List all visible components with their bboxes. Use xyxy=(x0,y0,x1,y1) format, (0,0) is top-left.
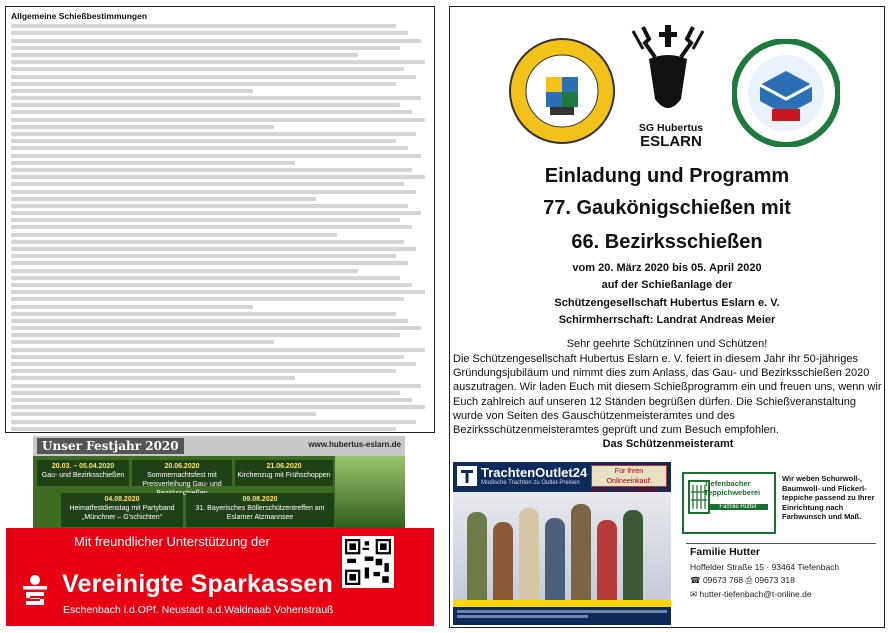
text-line-placeholder xyxy=(11,305,253,309)
figure xyxy=(545,518,565,600)
text-line-placeholder xyxy=(11,154,421,158)
text-line-placeholder xyxy=(11,312,396,316)
text-line-placeholder xyxy=(11,276,400,280)
hutter-address: Hoffelder Straße 15 · 93464 Tiefenbach xyxy=(690,562,840,572)
text-line-placeholder xyxy=(11,60,425,64)
heading-line-3: 66. Bezirksschießen xyxy=(571,231,763,253)
text-line-placeholder xyxy=(11,319,408,323)
hutter-email[interactable]: hutter-tiefenbach@t-online.de xyxy=(699,589,812,599)
rules-title: Allgemeine Schießbestimmungen xyxy=(11,11,148,21)
figure xyxy=(597,520,617,600)
signature: Das Schützenmeisteramt xyxy=(602,438,734,451)
trachten-name: TrachtenOutlet24 xyxy=(481,465,588,480)
figure xyxy=(467,512,487,600)
event-5: 09.08.2020 31. Bayerisches Böllerschützentreffen am Eslarner Atzmannsee xyxy=(186,493,334,527)
text-line-placeholder xyxy=(11,261,408,265)
text-line-placeholder xyxy=(11,197,316,201)
text-line-placeholder xyxy=(11,340,274,344)
text-line-placeholder xyxy=(11,412,316,416)
text-line-placeholder xyxy=(11,182,404,186)
venue-line: auf der Schießanlage der xyxy=(601,279,733,291)
trachten-outlet-ad xyxy=(453,462,671,625)
text-line-placeholder xyxy=(11,391,400,395)
text-line-placeholder xyxy=(11,420,416,424)
text-line-placeholder xyxy=(11,283,412,287)
event-1: 20.03. – 05.04.2020 Gau- und Bezirksschießen xyxy=(37,460,129,486)
text-line-placeholder xyxy=(11,67,404,71)
trachten-ribbon xyxy=(453,600,671,607)
event-3: 21.06.2020 Kirchenzug mit Frühschoppen xyxy=(235,460,333,486)
event-2: 20.06.2020 Sommernachtsfest mit Preisverleihung Gau- und xyxy=(132,460,232,486)
sparkasse-subline: Eschenbach i.d.OPf. Neustadt a.d.Waldnaab Vohenstrauß xyxy=(63,604,334,616)
text-line-placeholder xyxy=(11,247,416,251)
sparkasse-support-text: Mit freundlicher Unterstützung der xyxy=(74,534,270,549)
hutter-ad xyxy=(674,462,882,625)
text-line-placeholder xyxy=(11,31,408,35)
hutter-logo-sub: Familie Hutter xyxy=(708,504,768,510)
sparkasse-banner xyxy=(6,528,434,626)
text-line-placeholder xyxy=(11,333,400,337)
trachten-photo xyxy=(453,492,671,600)
text-line-placeholder xyxy=(11,376,295,380)
patronage-line: Schirmherrschaft: Landrat Andreas Meier xyxy=(558,314,776,326)
text-line-placeholder xyxy=(11,384,421,388)
figure xyxy=(571,504,591,600)
festjahr-banner xyxy=(33,436,405,531)
text-line-placeholder xyxy=(11,269,358,273)
club-name-line1: SG Hubertus xyxy=(638,122,704,134)
hutter-name: Familie Hutter xyxy=(690,546,761,558)
greeting: Sehr geehrte Schützinnen und Schützen! xyxy=(566,338,768,350)
festjahr-scene-image xyxy=(335,456,405,531)
trachten-logo-icon xyxy=(457,466,477,486)
date-range: vom 20. März 2020 bis 05. April 2020 xyxy=(572,262,762,274)
text-line-placeholder xyxy=(11,326,421,330)
text-line-placeholder xyxy=(11,53,358,57)
text-line-placeholder xyxy=(11,204,408,208)
invitation-text xyxy=(453,352,883,451)
text-line-placeholder xyxy=(11,348,425,352)
qr-code-icon[interactable] xyxy=(342,536,394,588)
bezirk-logo-icon xyxy=(732,39,840,147)
text-line-placeholder xyxy=(11,398,412,402)
sparkasse-name: Vereinigte Sparkassen xyxy=(62,570,334,598)
festjahr-url[interactable]: www.hubertus-eslarn.de xyxy=(308,440,401,449)
text-line-placeholder xyxy=(11,75,416,79)
figure xyxy=(493,522,513,600)
text-line-placeholder xyxy=(11,233,337,237)
hutter-fax: 09673 318 xyxy=(754,575,795,585)
left-page xyxy=(0,0,443,633)
text-line-placeholder xyxy=(11,96,421,100)
heading-line-2: 77. Gaukönigschießen mit xyxy=(543,197,791,219)
hutter-phone-row xyxy=(690,575,795,586)
trachten-tagline: Modische Trachten zu Outlet-Preisen xyxy=(481,480,580,486)
invitation-body: Die Schützengesellschaft Hubertus Eslarn e. V. feiert in diesem Jahr ihr 50-jähriges Gründungsjubiläum und nimmt dies zum Anlass, das Gau- und Bezirksschießen 2020 auszutragen. Wir laden Euch mit diesem Schießprogramm ein und freuen uns, wenn wir Euch zahlreich auf unseren 12 Ständen begrüßen dürfen. Die Schießveranstaltung wurde von Seiten des Gauschützenmeisteramtes und des Bezirksschützenmeisteramtes geprüft und zum Besuch empfohlen. xyxy=(453,353,882,437)
text-line-placeholder xyxy=(11,110,412,114)
hutter-phone[interactable]: 09673 768 xyxy=(702,575,744,585)
phone-icon: ☎ xyxy=(690,575,703,585)
text-line-placeholder xyxy=(11,240,404,244)
sparkasse-logo-icon xyxy=(18,573,52,607)
hutter-description: Wir weben Schurwoll-, Baumwoll- und Flickerl-teppiche passend zu Ihrer Einrichtung nach Farbwunsch und Maß. xyxy=(782,474,875,521)
text-line-placeholder xyxy=(11,175,425,179)
text-line-placeholder xyxy=(11,405,425,409)
text-line-placeholder xyxy=(11,125,274,129)
text-line-placeholder xyxy=(11,118,425,122)
text-line-placeholder xyxy=(11,218,400,222)
text-line-placeholder xyxy=(11,82,396,86)
text-line-placeholder xyxy=(11,211,421,215)
email-icon: ✉ xyxy=(690,589,700,599)
text-line-placeholder xyxy=(11,46,400,50)
trachten-online-box[interactable]: Für Ihren Onlineeinkauf: xyxy=(591,465,667,487)
text-line-placeholder xyxy=(11,161,295,165)
fax-icon: ⎙ xyxy=(745,575,755,585)
heading-line-1: Einladung und Programm xyxy=(544,165,790,187)
text-line-placeholder xyxy=(11,168,412,172)
host-club-line: Schützengesellschaft Hubertus Eslarn e. V. xyxy=(554,297,780,309)
text-line-placeholder xyxy=(11,362,416,366)
text-line-placeholder xyxy=(11,297,404,301)
text-line-placeholder xyxy=(11,254,396,258)
club-name-line2: ESLARN xyxy=(640,133,702,150)
rules-text-placeholder xyxy=(11,24,429,433)
divider xyxy=(686,543,876,544)
figure xyxy=(623,510,643,600)
text-line-placeholder xyxy=(11,369,396,373)
text-line-placeholder xyxy=(11,132,416,136)
hutter-email-row xyxy=(690,589,812,600)
text-line-placeholder xyxy=(11,427,396,431)
figure xyxy=(519,508,539,600)
text-line-placeholder xyxy=(11,139,396,143)
text-line-placeholder xyxy=(11,355,404,359)
club-name xyxy=(626,121,716,149)
text-line-placeholder xyxy=(11,24,396,28)
right-page xyxy=(449,6,885,628)
hutter-logo-title: Tiefenbacher Teppichweberei xyxy=(704,479,761,497)
text-line-placeholder xyxy=(11,39,421,43)
text-line-placeholder xyxy=(11,103,400,107)
text-line-placeholder xyxy=(11,290,425,294)
event-4: 04.08.2020 Heimatfestdienstag mit Partyband „Münchner – G'schichten“ xyxy=(61,493,183,527)
text-line-placeholder xyxy=(11,225,412,229)
text-line-placeholder xyxy=(11,146,408,150)
text-line-placeholder xyxy=(11,89,253,93)
deer-head-logo-icon xyxy=(613,19,723,119)
festjahr-title: Unser Festjahr 2020 xyxy=(37,438,184,454)
text-line-placeholder xyxy=(11,190,416,194)
gau-logo-icon xyxy=(508,37,616,145)
trachten-footer xyxy=(453,608,671,625)
shooting-rules-box xyxy=(5,6,435,433)
